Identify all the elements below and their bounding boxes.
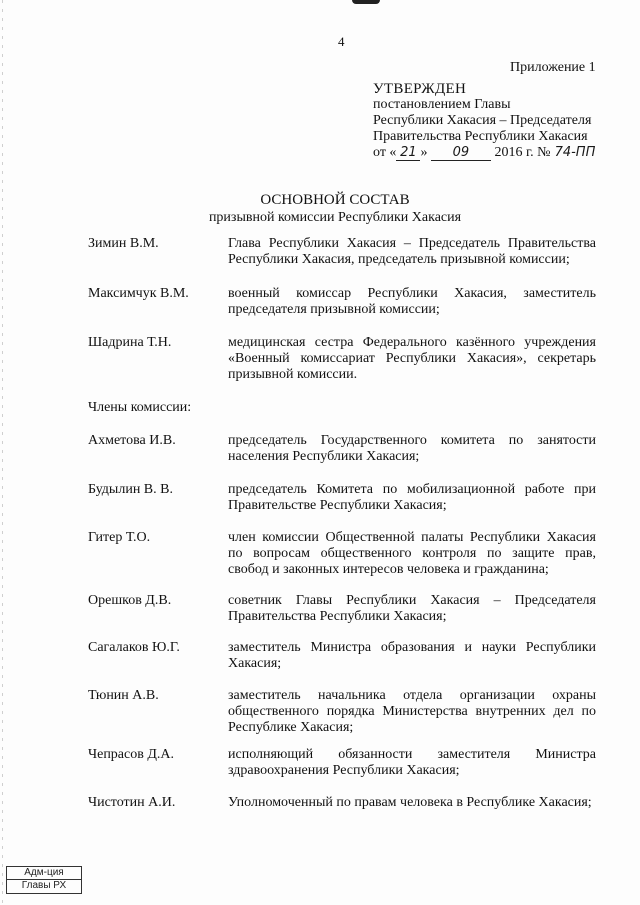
approval-line-3: Правительства Республики Хакасия [373,129,588,144]
approval-line-2: Республики Хакасия – Председателя [373,113,592,128]
member-role: член комиссии Общественной палаты Республики Хакасия по вопросам общественного контроля по защите прав, свобод и законных интересов человека и гражданина; [228,530,596,577]
binding-mark [352,0,380,4]
member-name: Максимчук В.М. [88,286,189,301]
handwritten-month: 09 [431,146,491,161]
member-role: заместитель Министра образования и науки Республики Хакасия; [228,640,596,671]
member-role: медицинская сестра Федерального казённого учреждения «Военный комиссариат Республики Хакасия», секретарь призывной комиссии. [228,335,596,382]
title-line-2: призывной комиссии Республики Хакасия [208,210,462,225]
member-name: Тюнин А.В. [88,688,159,703]
appendix-label: Приложение 1 [510,60,596,75]
page-number: 4 [338,34,345,49]
member-name: Чепрасов Д.А. [88,747,175,762]
member-name: Шадрина Т.Н. [88,335,172,350]
member-name: Чистотин А.И. [88,795,176,810]
member-role: советник Главы Республики Хакасия – Председателя Правительства Республики Хакасия; [228,593,596,624]
member-role: Глава Республики Хакасия – Председатель Правительства Республики Хакасия, председатель призывной комиссии; [228,236,596,267]
approval-block [373,81,596,161]
scan-edge-decoration [2,0,3,905]
date-mid: » [420,145,428,160]
member-name: Сагалаков Ю.Г. [88,640,180,655]
member-role: заместитель начальника отдела организации охраны общественного порядка Министерства внутренних дел по Республике Хакасия; [228,688,596,735]
date-prefix: от « [373,145,397,160]
member-role: председатель Государственного комитета по занятости населения Республики Хакасия; [228,433,596,464]
members-label: Члены комиссии: [88,400,192,415]
approval-date-line [373,145,596,161]
handwritten-number: 74-ПП [554,145,596,160]
member-role: военный комиссар Республики Хакасия, заместитель председателя призывной комиссии; [228,286,596,317]
member-name: Гитер Т.О. [88,530,151,545]
year-text: 2016 г. № [494,145,551,160]
member-role: председатель Комитета по мобилизационной работе при Правительстве Республики Хакасия; [228,482,596,513]
stamp-line-2: Главы РХ [21,880,67,891]
member-name: Орешков Д.В. [88,593,172,608]
document-title [0,191,640,227]
member-name: Ахметова И.В. [88,433,176,448]
member-name: Будылин В. В. [88,482,173,497]
stamp-line-1: Адм-ция [7,867,81,880]
approval-line-1: постановлением Главы [373,97,511,112]
office-stamp [6,866,82,894]
title-line-1: ОСНОВНОЙ СОСТАВ [260,192,410,208]
member-role: исполняющий обязанности заместителя Министра здравоохранения Республики Хакасия; [228,747,596,778]
member-name: Зимин В.М. [88,236,159,251]
approved-heading: УТВЕРЖДЕН [373,81,467,97]
member-role: Уполномоченный по правам человека в Республике Хакасия; [228,795,592,810]
handwritten-day: 21 [396,146,420,161]
